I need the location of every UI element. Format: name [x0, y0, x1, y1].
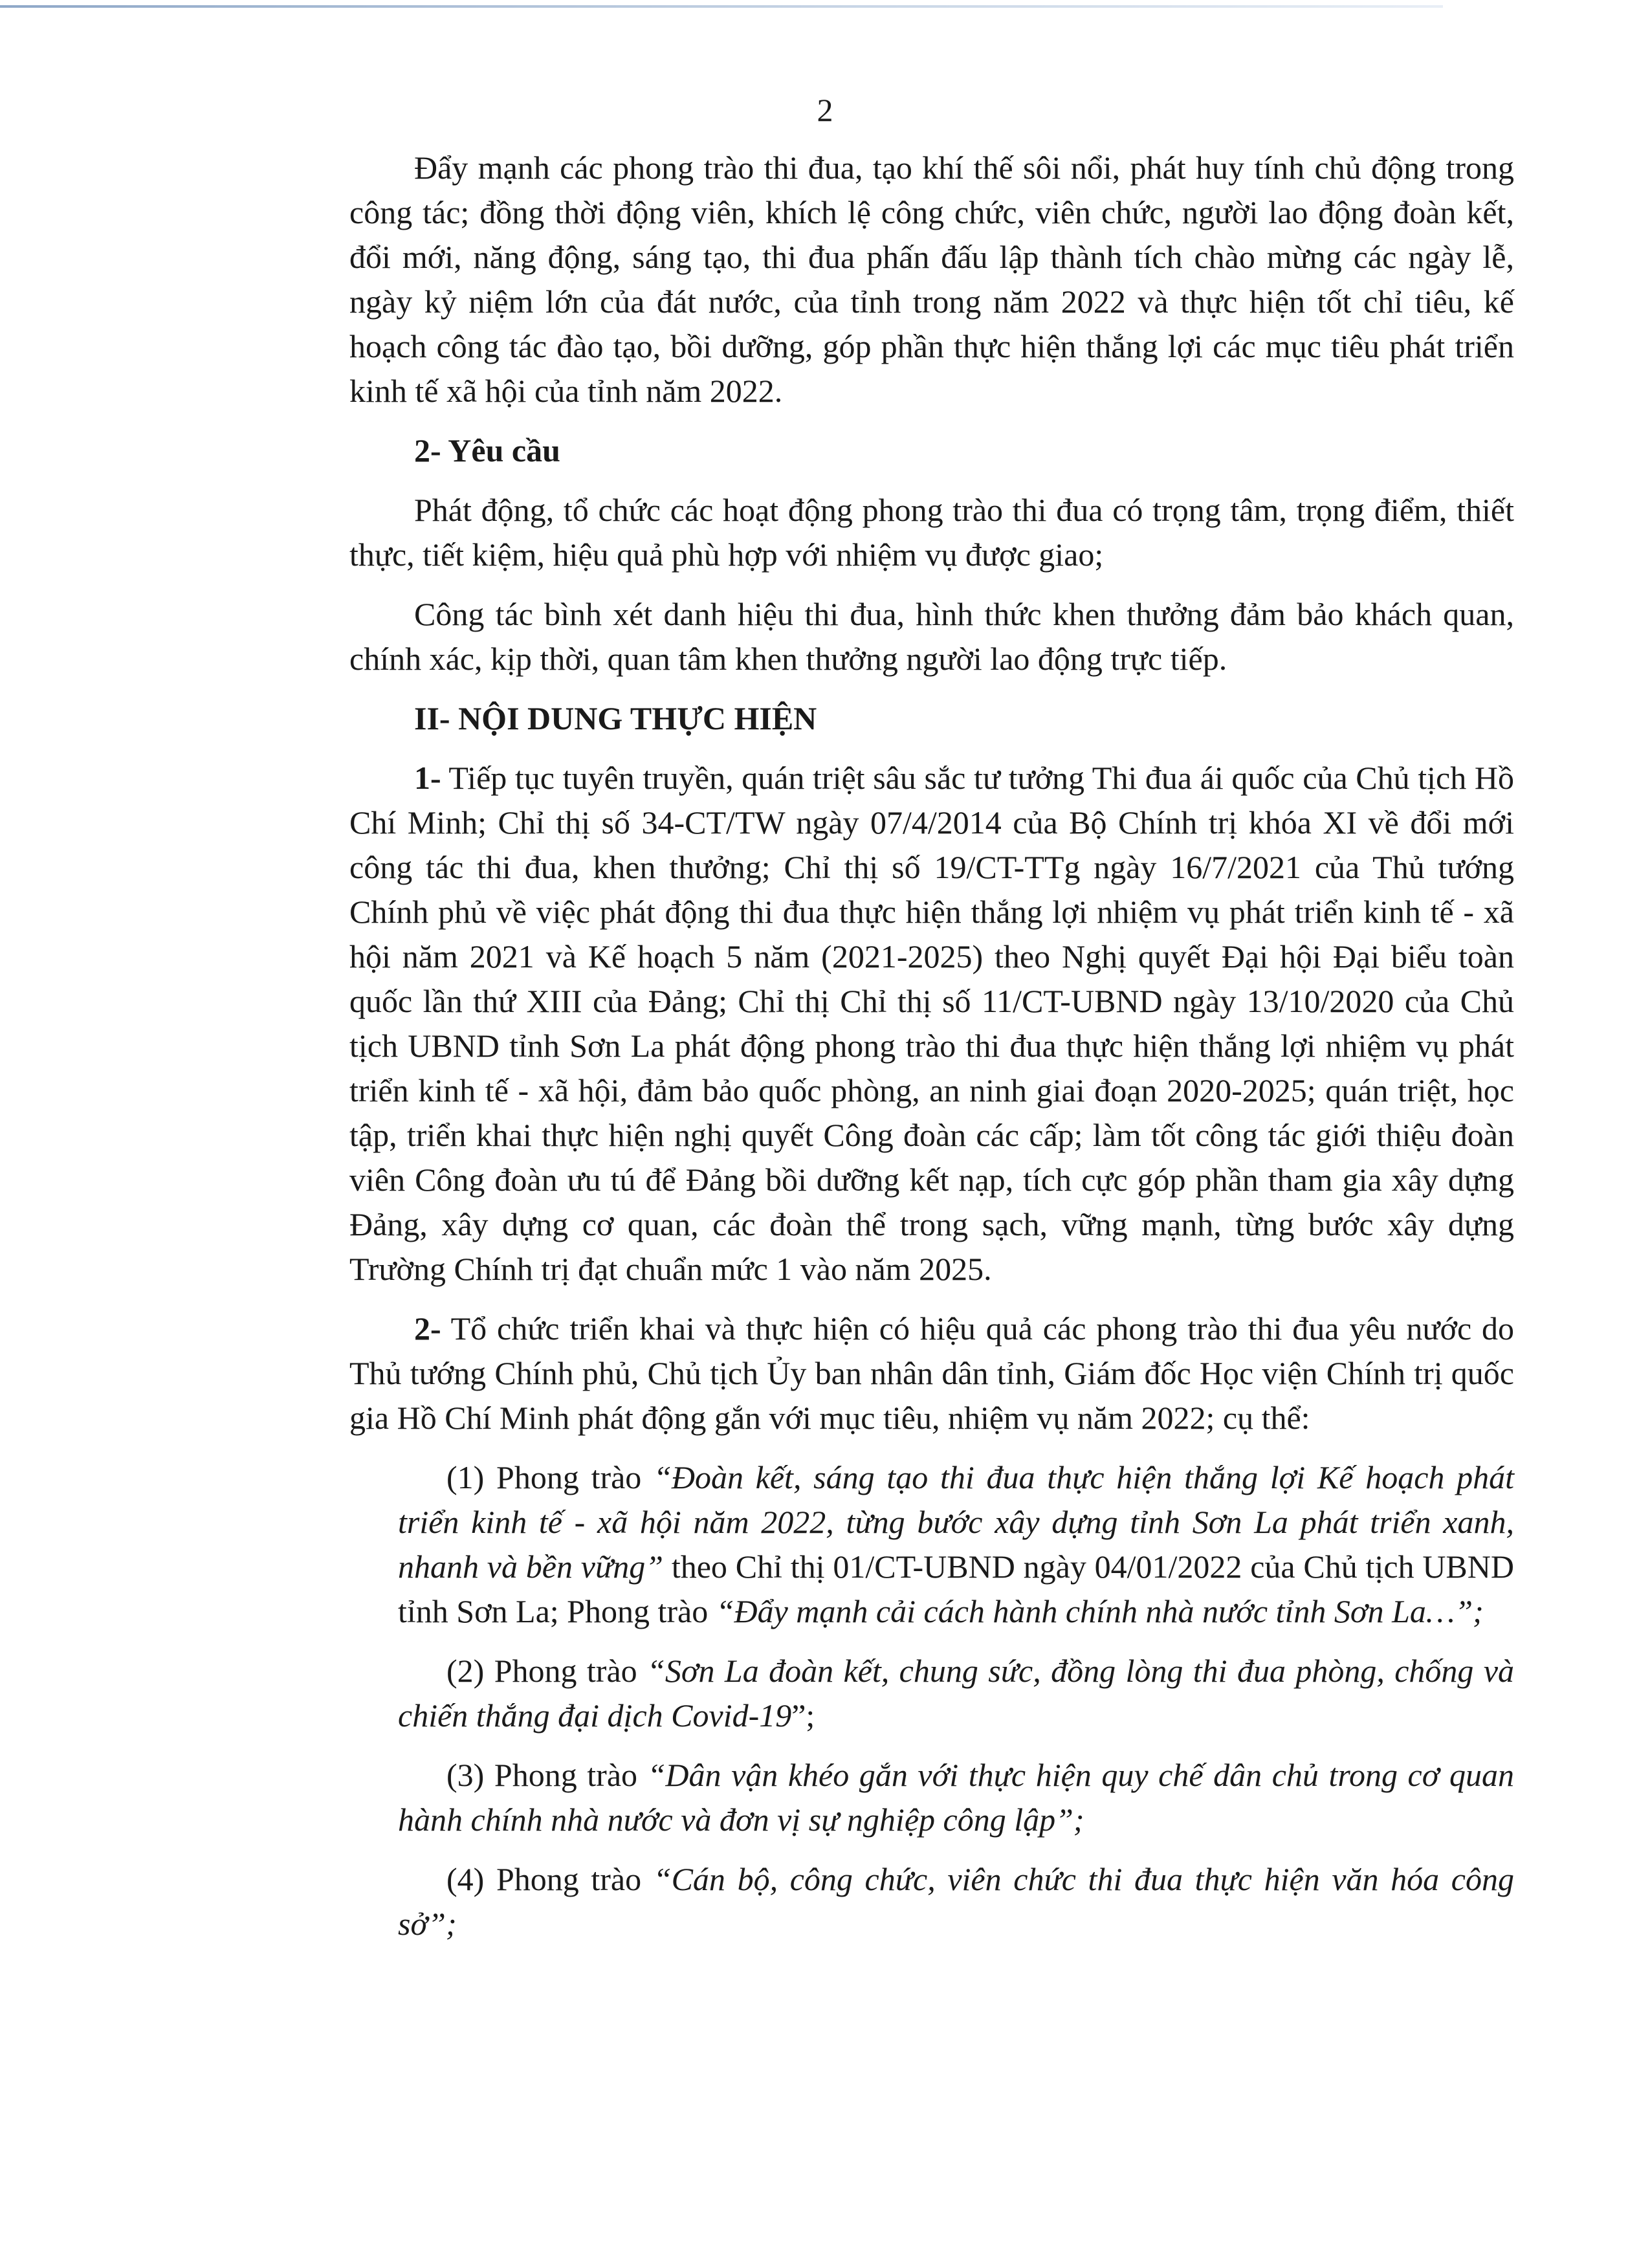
- movement-2-quote: “Sơn La đoàn kết, chung sức, đồng lòng thi đua phòng, chống và chiến thắng đại dịch Covid-19: [398, 1653, 1515, 1734]
- content-item-1-text: Tiếp tục tuyên truyền, quán triệt sâu sắc tư tưởng Thi đua ái quốc của Chủ tịch Hồ Chí Minh; Chỉ thị số 34-CT/TW ngày 07/4/2014 của Bộ Chính trị khóa XI về đổi mới công tác thi đua, khen thưởng; Chỉ thị số 19/CT-TTg ngày 16/7/2021 của Thủ tướng Chính phủ về việc phát động thi đua thực hiện thắng lợi nhiệm vụ phát triển kinh tế - xã hội năm 2021 và Kế hoạch 5 năm (2021-2025) theo Nghị quyết Đại hội Đại biểu toàn quốc lần thứ XIII của Đảng; Chỉ thị Chỉ thị số 11/CT-UBND ngày 13/10/2020 của Chủ tịch UBND tỉnh Sơn La phát động phong trào thi đua thực hiện thắng lợi nhiệm vụ phát triển kinh tế - xã hội, đảm bảo quốc phòng, an ninh giai đoạn 2020-2025; quán triệt, học tập, triển khai thực hiện nghị quyết Công đoàn các cấp; làm tốt công tác giới thiệu đoàn viên Công đoàn ưu tú để Đảng bồi dưỡng kết nạp, tích cực góp phần tham gia xây dựng Đảng, xây dựng cơ quan, các đoàn thể trong sạch, vững mạnh, từng bước xây dựng Trường Chính trị đạt chuẩn mức 1 vào năm 2025.: [349, 760, 1514, 1287]
- content-item-1: [349, 756, 1514, 1292]
- content-item-2-text: Tổ chức triển khai và thực hiện có hiệu quả các phong trào thi đua yêu nước do Thủ tướng Chính phủ, Chủ tịch Ủy ban nhân dân tỉnh, Giám đốc Học viện Chính trị quốc gia Hồ Chí Minh phát động gắn với mục tiêu, nhiệm vụ năm 2022; cụ thể:: [349, 1310, 1514, 1436]
- intro-paragraph: Đẩy mạnh các phong trào thi đua, tạo khí thế sôi nổi, phát huy tính chủ động trong công tác; đồng thời động viên, khích lệ công chức, viên chức, người lao động đoàn kết, đổi mới, năng động, sáng tạo, thi đua phấn đấu lập thành tích chào mừng các ngày lễ, ngày kỷ niệm lớn của đát nước, của tỉnh trong năm 2022 và thực hiện tốt chỉ tiêu, kế hoạch công tác đào tạo, bồi dưỡng, góp phần thực hiện thắng lợi các mục tiêu phát triển kinh tế xã hội của tỉnh năm 2022.: [349, 149, 1514, 409]
- movement-1-suffix: ”;: [1455, 1593, 1484, 1629]
- movement-4-quote: “Cán bộ, công chức, viên chức thi đua thực hiện văn hóa công sở”;: [398, 1861, 1514, 1942]
- movement-2-suffix: ”;: [791, 1697, 815, 1734]
- scan-top-edge: [0, 5, 1443, 8]
- movement-item-1: [349, 1455, 1514, 1634]
- requirement-paragraph-1: Phát động, tổ chức các hoạt động phong trào thi đua có trọng tâm, trọng điểm, thiết thực, tiết kiệm, hiệu quả phù hợp với nhiệm vụ được giao;: [349, 492, 1514, 573]
- page-number: 2: [817, 92, 833, 128]
- requirements-heading: 2- Yêu cầu: [414, 432, 560, 468]
- section-heading: II- NỘI DUNG THỰC HIỆN: [414, 700, 817, 736]
- content-item-2: [349, 1306, 1514, 1440]
- requirement-paragraph-2: Công tác bình xét danh hiệu thi đua, hình thức khen thưởng đảm bảo khách quan, chính xác, kịp thời, quan tâm khen thưởng người lao động trực tiếp.: [349, 596, 1514, 677]
- movement-1-prefix: (1) Phong trào: [446, 1459, 654, 1495]
- movement-item-2: [349, 1649, 1514, 1738]
- movement-2-prefix: (2) Phong trào: [446, 1653, 648, 1689]
- movement-1-quote-2: “Đẩy mạnh cải cách hành chính nhà nước tỉnh Sơn La…: [716, 1593, 1455, 1629]
- content-item-2-label: 2-: [414, 1310, 441, 1347]
- movement-1-middle: theo Chỉ thị 01/CT-UBND ngày 04/01/2022 của Chủ tịch UBND tỉnh Sơn La; Phong trào: [398, 1548, 1514, 1629]
- content-item-1-label: 1-: [414, 760, 441, 796]
- movement-3-quote: “Dân vận khéo gắn với thực hiện quy chế dân chủ trong cơ quan hành chính nhà nước và đơn vị sự nghiệp công lập”;: [398, 1757, 1515, 1838]
- movement-3-prefix: (3) Phong trào: [446, 1757, 648, 1793]
- movement-item-3: [349, 1753, 1514, 1842]
- movement-item-4: [349, 1857, 1514, 1946]
- document-body: [349, 146, 1514, 1946]
- movement-4-prefix: (4) Phong trào: [446, 1861, 654, 1897]
- movement-1-quote: “Đoàn kết, sáng tạo thi đua thực hiện thắng lợi Kế hoạch phát triển kinh tế - xã hội năm 2022, từng bước xây dựng tỉnh Sơn La phát triển xanh, nhanh và bền vững”: [398, 1459, 1515, 1585]
